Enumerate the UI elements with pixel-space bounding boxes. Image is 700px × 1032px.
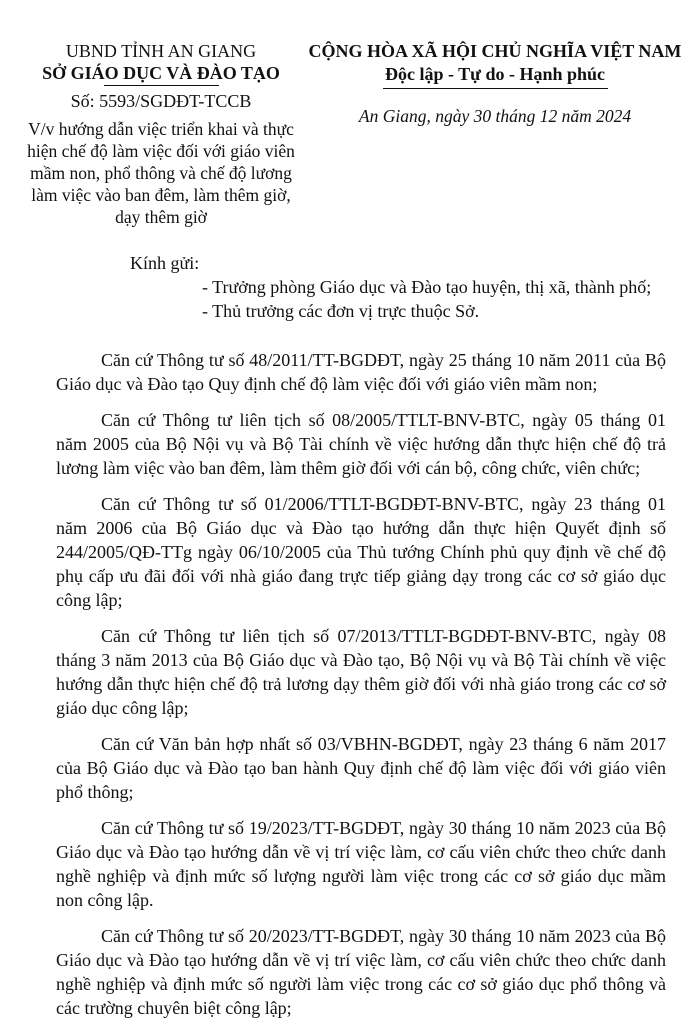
recipient-item: - Thủ trưởng các đơn vị trực thuộc Sở. xyxy=(202,301,480,321)
recipients-list xyxy=(202,275,651,323)
recipients-block xyxy=(130,251,651,323)
legal-basis-paragraph: Căn cứ Thông tư số 19/2023/TT-BGDĐT, ngày 30 tháng 10 năm 2023 của Bộ Giáo dục và Đào tạo hướng dẫn về vị trí việc làm, cơ cấu viên chức theo chức danh nghề nghiệp và định mức số lượng người làm việc trong các cơ sở giáo dục mầm non công lập. xyxy=(56,818,666,910)
motto-underline xyxy=(383,88,608,89)
department-underline xyxy=(104,85,219,86)
legal-basis-paragraph: Căn cứ Thông tư liên tịch số 07/2013/TTLT-BGDĐT-BNV-BTC, ngày 08 tháng 3 năm 2013 của Bộ Giáo dục và Đào tạo, Bộ Nội vụ và Bộ Tài chính về việc hướng dẫn thực hiện chế độ trả lương dạy thêm giờ đối với nhà giáo trong các cơ sở giáo dục công lập; xyxy=(56,626,666,718)
document-subject: V/v hướng dẫn việc triển khai và thực hiện chế độ làm việc đối với giáo viên mầm non, phổ thông và chế độ lương làm việc vào ban đêm, làm thêm giờ, dạy thêm giờ xyxy=(27,119,295,227)
legal-basis-paragraph: Căn cứ Thông tư liên tịch số 08/2005/TTLT-BNV-BTC, ngày 05 tháng 01 năm 2005 của Bộ Nội vụ và Bộ Tài chính về việc hướng dẫn thực hiện chế độ trả lương làm việc vào ban đêm, làm thêm giờ đối với cán bộ, công chức, viên chức; xyxy=(56,410,666,478)
document-number: Số: 5593/SGDĐT-TCCB xyxy=(70,91,252,111)
national-motto: Độc lập - Tự do - Hạnh phúc xyxy=(384,64,606,84)
legal-basis-paragraph: Căn cứ Thông tư số 01/2006/TTLT-BGDĐT-BNV-BTC, ngày 23 tháng 01 năm 2006 của Bộ Giáo dục và Đào tạo hướng dẫn thực hiện Quyết định số 244/2005/QĐ-TTg ngày 06/10/2005 của Thủ tướng Chính phủ quy định về chế độ phụ cấp ưu đãi đối với nhà giáo đang trực tiếp giảng dạy trong các cơ sở giáo dục công lập; xyxy=(56,494,666,610)
national-title: CỘNG HÒA XÃ HỘI CHỦ NGHĨA VIỆT NAM xyxy=(308,41,682,61)
department-name: SỞ GIÁO DỤC VÀ ĐÀO TẠO xyxy=(42,63,280,83)
agency-name: UBND TỈNH AN GIANG xyxy=(65,41,257,61)
place-and-date: An Giang, ngày 30 tháng 12 năm 2024 xyxy=(358,106,632,126)
document-body xyxy=(56,348,666,1032)
recipient-item: - Trưởng phòng Giáo dục và Đào tạo huyện, thị xã, thành phố; xyxy=(202,277,652,297)
issuing-authority-block xyxy=(20,40,302,228)
legal-basis-paragraph: Căn cứ Văn bản hợp nhất số 03/VBHN-BGDĐT, ngày 23 tháng 6 năm 2017 của Bộ Giáo dục và Đào tạo ban hành Quy định chế độ làm việc đối với giáo viên phổ thông; xyxy=(56,734,666,802)
recipients-label: Kính gửi: xyxy=(130,253,200,273)
legal-basis-paragraph: Căn cứ Thông tư số 20/2023/TT-BGDĐT, ngày 30 tháng 10 năm 2023 của Bộ Giáo dục và Đào tạo hướng dẫn về vị trí việc làm, cơ cấu viên chức theo chức danh nghề nghiệp và định mức số người làm việc trong các cơ sở giáo dục phổ thông và các trường chuyên biệt công lập; xyxy=(56,926,666,1018)
national-header-block xyxy=(305,40,685,128)
legal-basis-paragraph: Căn cứ Thông tư số 48/2011/TT-BGDĐT, ngày 25 tháng 10 năm 2011 của Bộ Giáo dục và Đào tạo Quy định chế độ làm việc đối với giáo viên mầm non; xyxy=(56,350,666,394)
